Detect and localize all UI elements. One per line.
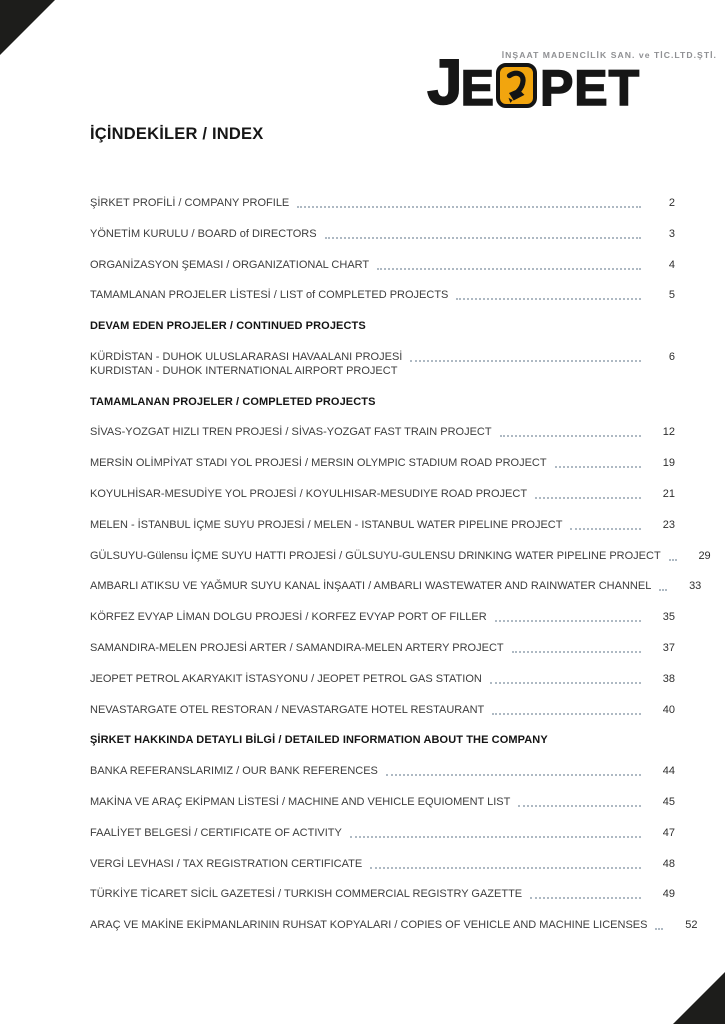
page-number: 44 <box>662 765 675 778</box>
toc-section-header <box>90 320 675 332</box>
toc-row <box>90 673 675 685</box>
toc-row <box>90 827 675 839</box>
toc-label: GÜLSUYU-Gülensu İÇME SUYU HATTI PROJESİ / GÜLSUYU-GULENSU DRINKING WATER PIPELINE PROJECT <box>90 549 661 562</box>
toc-row <box>90 704 675 716</box>
dot-leader <box>370 867 641 869</box>
dot-leader <box>655 928 663 930</box>
toc-row <box>90 580 702 593</box>
toc-label: BANKA REFERANSLARIMIZ / OUR BANK REFERENCES <box>90 765 378 778</box>
dot-leader <box>518 805 641 807</box>
table-of-contents <box>90 197 711 950</box>
toc-label: KÜRDİSTAN - DUHOK ULUSLARARASI HAVAALANI PROJESİ <box>90 350 403 363</box>
toc-label: ARAÇ VE MAKİNE EKİPMANLARININ RUHSAT KOPYALARI / COPIES OF VEHICLE AND MACHINE LICENSES <box>90 919 648 932</box>
toc-label: JEOPET PETROL AKARYAKIT İSTASYONU / JEOPET PETROL GAS STATION <box>90 672 482 685</box>
toc-row <box>90 611 675 623</box>
toc-row <box>90 228 675 240</box>
toc-row <box>90 919 698 932</box>
toc-label: MERSİN OLİMPİYAT STADI YOL PROJESİ / MERSIN OLYMPIC STADIUM ROAD PROJECT <box>90 457 547 470</box>
toc-label: KÖRFEZ EVYAP LİMAN DOLGU PROJESİ / KORFEZ EVYAP PORT OF FILLER <box>90 611 487 624</box>
logo-letter-e: E <box>460 59 493 116</box>
toc-label: NEVASTARGATE OTEL RESTORAN / NEVASTARGATE HOTEL RESTAURANT <box>90 703 485 716</box>
toc-label: ORGANİZASYON ŞEMASI / ORGANIZATIONAL CHART <box>90 258 370 271</box>
toc-label: ŞİRKET PROFİLİ / COMPANY PROFILE <box>90 197 290 209</box>
dot-leader <box>386 774 641 776</box>
toc-row <box>90 259 675 271</box>
toc-row <box>90 642 675 654</box>
dot-leader <box>456 298 641 300</box>
page-number: 23 <box>662 518 675 531</box>
toc-row <box>90 549 711 562</box>
page-title: İÇİNDEKİLER / INDEX <box>90 125 264 143</box>
toc-label: MAKİNA VE ARAÇ EKİPMAN LİSTESİ / MACHINE AND VEHICLE EQUIOMENT LIST <box>90 795 511 808</box>
dot-leader <box>492 713 641 715</box>
toc-row <box>90 289 675 301</box>
toc-label: YÖNETİM KURULU / BOARD of DIRECTORS <box>90 227 317 240</box>
logo-letter-j: J <box>427 46 461 119</box>
page-number: 6 <box>668 350 675 363</box>
toc-section-label: DEVAM EDEN PROJELER / CONTINUED PROJECTS <box>90 320 366 333</box>
dot-leader <box>325 237 641 239</box>
toc-row <box>90 351 675 363</box>
dot-leader <box>555 466 641 468</box>
toc-label: TAMAMLANAN PROJELER LİSTESİ / LIST of COMPLETED PROJECTS <box>90 289 449 302</box>
page-number: 37 <box>662 641 675 654</box>
toc-row <box>90 197 675 209</box>
page-number: 19 <box>662 457 675 470</box>
toc-row <box>90 488 675 500</box>
page-number: 5 <box>668 289 675 302</box>
dot-leader <box>490 682 641 684</box>
page-number: 38 <box>662 672 675 685</box>
toc-label: AMBARLI ATIKSU VE YAĞMUR SUYU KANAL İNŞAATI / AMBARLI WASTEWATER AND RAINWATER CHANNEL <box>90 580 652 593</box>
page-number: 35 <box>662 611 675 624</box>
toc-section-label: TAMAMLANAN PROJELER / COMPLETED PROJECTS <box>90 395 376 408</box>
excavator-icon <box>496 63 537 108</box>
page-number: 52 <box>685 919 698 932</box>
toc-row <box>90 888 675 900</box>
dot-leader <box>530 897 641 899</box>
toc-row <box>90 519 675 531</box>
page-number: 2 <box>668 197 675 209</box>
toc-row <box>90 858 675 870</box>
jeopet-logo <box>427 38 719 119</box>
corner-accent-bottom-right <box>673 972 725 1024</box>
dot-leader <box>659 589 667 591</box>
toc-label: FAALİYET BELGESİ / CERTIFICATE OF ACTIVITY <box>90 826 342 839</box>
dot-leader <box>410 360 641 362</box>
logo-tagline: İNŞAAT MADENCİLİK SAN. ve TİC.LTD.ŞTİ. <box>501 50 717 60</box>
dot-leader <box>570 528 641 530</box>
toc-section-header <box>90 734 675 746</box>
dot-leader <box>535 497 641 499</box>
toc-row <box>90 457 675 469</box>
page-number: 3 <box>668 227 675 240</box>
toc-section-label: ŞİRKET HAKKINDA DETAYLI BİLGİ / DETAILED INFORMATION ABOUT THE COMPANY <box>90 734 548 747</box>
page-number: 49 <box>662 888 675 901</box>
dot-leader <box>512 651 641 653</box>
toc-label: KOYULHİSAR-MESUDİYE YOL PROJESİ / KOYULHISAR-MESUDIYE ROAD PROJECT <box>90 487 528 500</box>
toc-row <box>90 765 675 777</box>
page-number: 47 <box>662 826 675 839</box>
toc-label: MELEN - İSTANBUL İÇME SUYU PROJESİ / MELEN - ISTANBUL WATER PIPELINE PROJECT <box>90 518 563 531</box>
toc-row <box>90 796 675 808</box>
dot-leader <box>500 435 641 437</box>
corner-accent-top-left <box>0 0 55 55</box>
toc-label: VERGİ LEVHASI / TAX REGISTRATION CERTIFICATE <box>90 857 363 870</box>
toc-section-header <box>90 396 675 408</box>
dot-leader <box>669 559 677 561</box>
page-number: 21 <box>662 487 675 500</box>
dot-leader <box>350 836 641 838</box>
page-number: 40 <box>662 703 675 716</box>
page-number: 29 <box>698 549 711 562</box>
page-number: 45 <box>662 795 675 808</box>
dot-leader <box>377 268 641 270</box>
page-number: 4 <box>668 258 675 271</box>
toc-label: SİVAS-YOZGAT HIZLI TREN PROJESİ / SİVAS-YOZGAT FAST TRAIN PROJECT <box>90 426 492 439</box>
page-number: 33 <box>689 580 702 593</box>
page-number: 12 <box>662 426 675 439</box>
dot-leader <box>297 206 641 208</box>
toc-row <box>90 426 675 438</box>
toc-label-second-line: KURDISTAN - DUHOK INTERNATIONAL AIRPORT PROJECT <box>90 364 398 377</box>
page-number: 48 <box>662 857 675 870</box>
toc-label: SAMANDIRA-MELEN PROJESİ ARTER / SAMANDIRA-MELEN ARTERY PROJECT <box>90 641 504 654</box>
toc-label: TÜRKİYE TİCARET SİCİL GAZETESİ / TURKISH COMMERCIAL REGISTRY GAZETTE <box>90 888 523 901</box>
dot-leader <box>495 620 641 622</box>
logo-letters-pet: PET <box>539 59 641 116</box>
